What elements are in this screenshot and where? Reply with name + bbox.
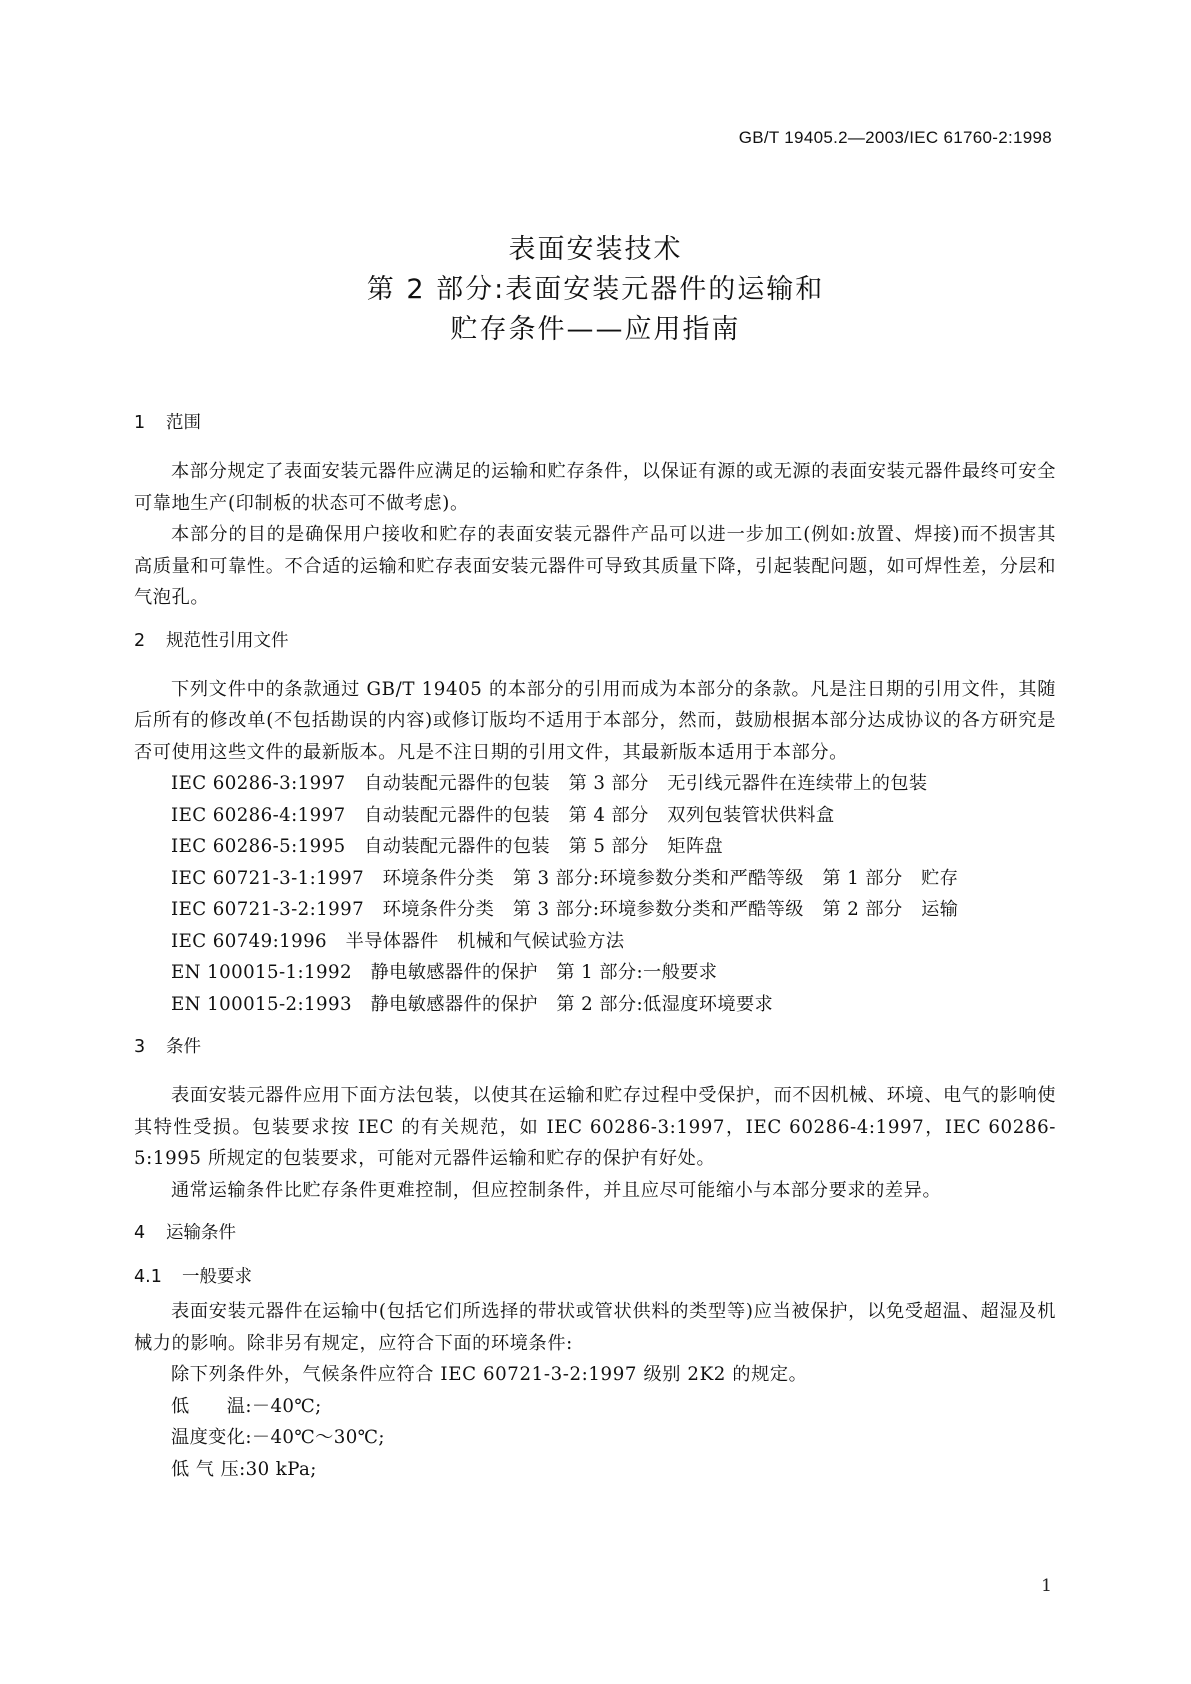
document-title [0, 230, 1191, 350]
section-1-heading: 1 范围 [134, 413, 201, 433]
reference-item: IEC 60749:1996 半导体器件 机械和气候试验方法 [171, 930, 625, 952]
section-4-heading: 4 运输条件 [134, 1223, 236, 1243]
section-3-paragraph-1: 表面安装元器件应用下面方法包装，以使其在运输和贮存过程中受保护，而不因机械、环境、电气的影响使其特性受损。包装要求按 IEC 的有关规范，如 IEC 60286-3:1997，IEC 60286-4:1997，IEC 60286-5:1995 所规定的包装要求，可能对元器件运输和贮存的保护有好处。 [134, 1085, 1056, 1169]
reference-item: IEC 60286-3:1997 自动装配元器件的包装 第 3 部分 无引线元器件在连续带上的包装 [171, 773, 928, 794]
section-2-heading: 2 规范性引用文件 [134, 630, 289, 651]
section-1-paragraph-2: 本部分的目的是确保用户接收和贮存的表面安装元器件产品可以进一步加工(例如:放置、焊接)而不损害其高质量和可靠性。不合适的运输和贮存表面安装元器件可导致其质量下降，引起装配问题，如可焊性差，分层和气泡孔。 [134, 524, 1056, 608]
subsection-4-1-paragraph-1: 表面安装元器件在运输中(包括它们所选择的带状或管状供料的类型等)应当被保护，以免受超温、超湿及机械力的影响。除非另有规定，应符合下面的环境条件: [134, 1301, 1056, 1354]
reference-item: IEC 60721-3-1:1997 环境条件分类 第 3 部分:环境参数分类和严酷等级 第 1 部分 贮存 [171, 867, 959, 889]
reference-item: EN 100015-2:1993 静电敏感器件的保护 第 2 部分:低湿度环境要求 [171, 993, 774, 1015]
section-3-heading: 3 条件 [134, 1037, 201, 1057]
subsection-4-1-paragraph-2: 除下列条件外，气候条件应符合 IEC 60721-3-2:1997 级别 2K2 的规定。 [171, 1364, 808, 1385]
condition-item: 低 温:－40℃; [171, 1395, 322, 1417]
reference-item: IEC 60721-3-2:1997 环境条件分类 第 3 部分:环境参数分类和严酷等级 第 2 部分 运输 [171, 899, 959, 920]
section-2-paragraph-1: 下列文件中的条款通过 GB/T 19405 的本部分的引用而成为本部分的条款。凡是注日期的引用文件，其随后所有的修改单(不包括勘误的内容)或修订版均不适用于本部分，然而，鼓励根据本部分达成协议的各方研究是否可使用这些文件的最新版本。凡是不注日期的引用文件，其最新版本适用于本部分。 [134, 678, 1056, 763]
page-number: 1 [1041, 1576, 1052, 1596]
subsection-4-1-heading: 4.1 一般要求 [134, 1267, 252, 1287]
title-line-1: 表面安装技术 [508, 234, 683, 265]
document-body [134, 412, 1056, 1485]
condition-item: 温度变化:－40℃～30℃; [171, 1427, 385, 1448]
section-3-paragraph-2: 通常运输条件比贮存条件更难控制，但应控制条件，并且应尽可能缩小与本部分要求的差异。 [171, 1179, 942, 1201]
standard-code: GB/T 19405.2—2003/IEC 61760-2:1998 [738, 128, 1052, 147]
section-1-paragraph-1: 本部分规定了表面安装元器件应满足的运输和贮存条件，以保证有源的或无源的表面安装元器件最终可安全可靠地生产(印制板的状态可不做考虑)。 [134, 461, 1056, 514]
title-line-2: 第 2 部分:表面安装元器件的运输和 [366, 274, 825, 305]
reference-item: EN 100015-1:1992 静电敏感器件的保护 第 1 部分:一般要求 [171, 962, 718, 983]
condition-item: 低 气 压:30 kPa; [171, 1458, 317, 1480]
title-line-3: 贮存条件——应用指南 [450, 314, 741, 345]
reference-item: IEC 60286-5:1995 自动装配元器件的包装 第 5 部分 矩阵盘 [171, 836, 724, 857]
reference-item: IEC 60286-4:1997 自动装配元器件的包装 第 4 部分 双列包装管状供料盒 [171, 804, 835, 826]
